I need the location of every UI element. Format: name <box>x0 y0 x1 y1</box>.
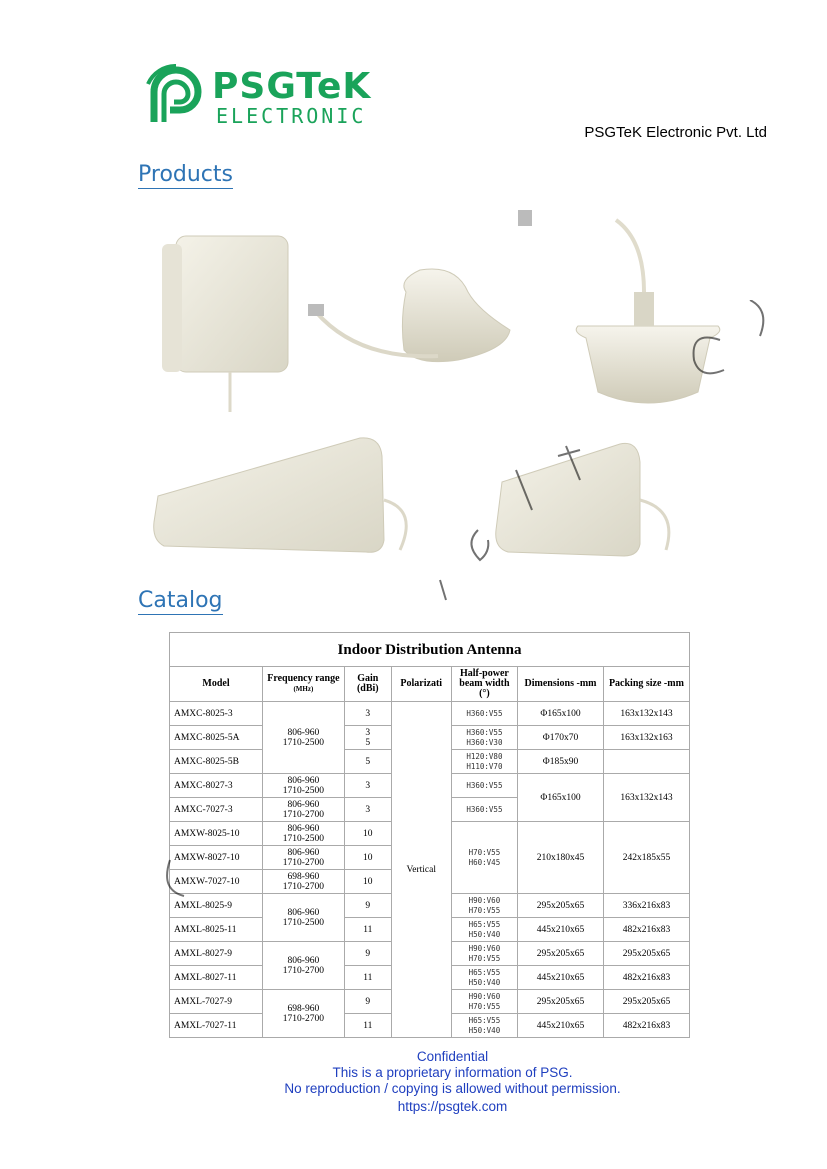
cell-model: AMXL-7027-9 <box>170 990 263 1014</box>
cell-gain: 5 <box>344 750 391 774</box>
company-name: PSGTeK Electronic Pvt. Ltd <box>584 124 767 141</box>
cell-model: AMXC-8025-3 <box>170 702 263 726</box>
header-frequency-unit: (MHz) <box>293 685 314 693</box>
cell-frequency: 806-960 1710-2500 <box>263 702 345 774</box>
cell-packing-size: 482x216x83 <box>603 966 689 990</box>
cell-frequency: 806-960 1710-2700 <box>263 798 345 822</box>
cell-beam-width: H360:V55 H360:V30 <box>451 726 517 750</box>
cell-gain: 3 5 <box>344 726 391 750</box>
log-periodic-antenna-small-image <box>496 443 669 556</box>
cell-dimensions: Φ165x100 <box>518 774 604 822</box>
cell-packing-size: 295x205x65 <box>603 990 689 1014</box>
cell-frequency: 806-960 1710-2500 <box>263 774 345 798</box>
log-periodic-antenna-large-image <box>154 438 407 552</box>
cell-model: AMXL-8025-9 <box>170 894 263 918</box>
header-packing-size: Packing size -mm <box>603 667 689 702</box>
cell-packing-size: 163x132x143 <box>603 702 689 726</box>
cell-packing-size: 242x185x55 <box>603 822 689 894</box>
footer-confidential: Confidential <box>416 1049 489 1064</box>
header-gain: Gain (dBi) <box>344 667 391 702</box>
cell-model: AMXL-8025-11 <box>170 918 263 942</box>
catalog-heading: Catalog <box>138 588 223 613</box>
cell-gain: 11 <box>344 966 391 990</box>
cell-packing-size: 482x216x83 <box>603 1014 689 1038</box>
cell-beam-width: H65:V55 H50:V40 <box>451 1014 517 1038</box>
cell-packing-size: 482x216x83 <box>603 918 689 942</box>
cell-gain: 9 <box>344 942 391 966</box>
cell-packing-size: 336x216x83 <box>603 894 689 918</box>
cell-beam-width: H65:V55 H50:V40 <box>451 966 517 990</box>
cell-gain: 3 <box>344 702 391 726</box>
cell-gain: 9 <box>344 990 391 1014</box>
cell-model: AMXC-8025-5B <box>170 750 263 774</box>
cell-beam-width: H360:V55 <box>451 702 517 726</box>
table-title: Indoor Distribution Antenna <box>170 633 690 667</box>
cell-dimensions: 295x205x65 <box>518 894 604 918</box>
cell-dimensions: 445x210x65 <box>518 918 604 942</box>
cell-model: AMXL-8027-9 <box>170 942 263 966</box>
cell-gain: 3 <box>344 798 391 822</box>
cell-model: AMXW-7027-10 <box>170 870 263 894</box>
cell-gain: 3 <box>344 774 391 798</box>
cell-dimensions: Φ165x100 <box>518 702 604 726</box>
cell-beam-width: H360:V55 <box>451 774 517 798</box>
ceiling-antenna-image <box>308 269 510 362</box>
company-logo <box>146 64 370 134</box>
header-dimensions: Dimensions -mm <box>518 667 604 702</box>
cell-beam-width: H360:V55 <box>451 798 517 822</box>
cell-model: AMXC-7027-3 <box>170 798 263 822</box>
logo-mark-icon <box>146 64 212 134</box>
cell-gain: 11 <box>344 918 391 942</box>
cell-gain: 9 <box>344 894 391 918</box>
cell-beam-width: H90:V60 H70:V55 <box>451 942 517 966</box>
panel-antenna-image <box>162 236 288 412</box>
cell-beam-width: H120:V80 H110:V70 <box>451 750 517 774</box>
cell-model: AMXL-8027-11 <box>170 966 263 990</box>
cell-dimensions: 445x210x65 <box>518 1014 604 1038</box>
footer-url-link[interactable]: https://psgtek.com <box>397 1099 508 1114</box>
header-polarization: Polarizati <box>391 667 451 702</box>
cell-packing-size: 295x205x65 <box>603 942 689 966</box>
cell-dimensions: 210x180x45 <box>518 822 604 894</box>
footer-no-copy: No reproduction / copying is allowed without permission. <box>284 1081 621 1096</box>
cell-packing-size: 163x132x143 <box>603 774 689 822</box>
logo-brand-text: PSGTeK <box>212 66 372 107</box>
catalog-table <box>169 632 690 1038</box>
table-header-row <box>170 667 690 702</box>
cell-frequency: 806-960 1710-2700 <box>263 942 345 990</box>
cell-model: AMXW-8027-10 <box>170 846 263 870</box>
header-frequency <box>263 667 345 702</box>
logo-sub-text: ELECTRONIC <box>216 104 367 128</box>
table-row <box>170 702 690 726</box>
omni-antenna-image <box>518 210 720 403</box>
cell-frequency: 698-960 1710-2700 <box>263 870 345 894</box>
header-beam-width: Half-power beam width (°) <box>451 667 517 702</box>
cell-beam-width: H70:V55 H60:V45 <box>451 822 517 894</box>
cell-frequency: 806-960 1710-2500 <box>263 822 345 846</box>
cell-dimensions: Φ170x70 <box>518 726 604 750</box>
header-frequency-label: Frequency range <box>267 673 340 684</box>
cell-model: AMXC-8025-5A <box>170 726 263 750</box>
cell-beam-width: H90:V60 H70:V55 <box>451 894 517 918</box>
header-model: Model <box>170 667 263 702</box>
cell-gain: 10 <box>344 870 391 894</box>
cell-model: AMXC-8027-3 <box>170 774 263 798</box>
footer-proprietary: This is a proprietary information of PSG. <box>332 1065 573 1080</box>
cell-frequency: 806-960 1710-2500 <box>263 894 345 942</box>
products-photo <box>138 200 770 570</box>
cell-model: AMXW-8025-10 <box>170 822 263 846</box>
products-heading: Products <box>138 162 233 187</box>
cell-frequency: 806-960 1710-2700 <box>263 846 345 870</box>
cell-gain: 10 <box>344 846 391 870</box>
cell-packing-size: 163x132x163 <box>603 726 689 750</box>
cell-packing-size <box>603 750 689 774</box>
cell-frequency: 698-960 1710-2700 <box>263 990 345 1038</box>
cell-dimensions: Φ185x90 <box>518 750 604 774</box>
cell-dimensions: 445x210x65 <box>518 966 604 990</box>
cell-beam-width: H90:V60 H70:V55 <box>451 990 517 1014</box>
cell-dimensions: 295x205x65 <box>518 942 604 966</box>
cell-gain: 11 <box>344 1014 391 1038</box>
cell-gain: 10 <box>344 822 391 846</box>
cell-dimensions: 295x205x65 <box>518 990 604 1014</box>
cell-model: AMXL-7027-11 <box>170 1014 263 1038</box>
cell-beam-width: H65:V55 H50:V40 <box>451 918 517 942</box>
cell-polarization: Vertical <box>391 702 451 1038</box>
